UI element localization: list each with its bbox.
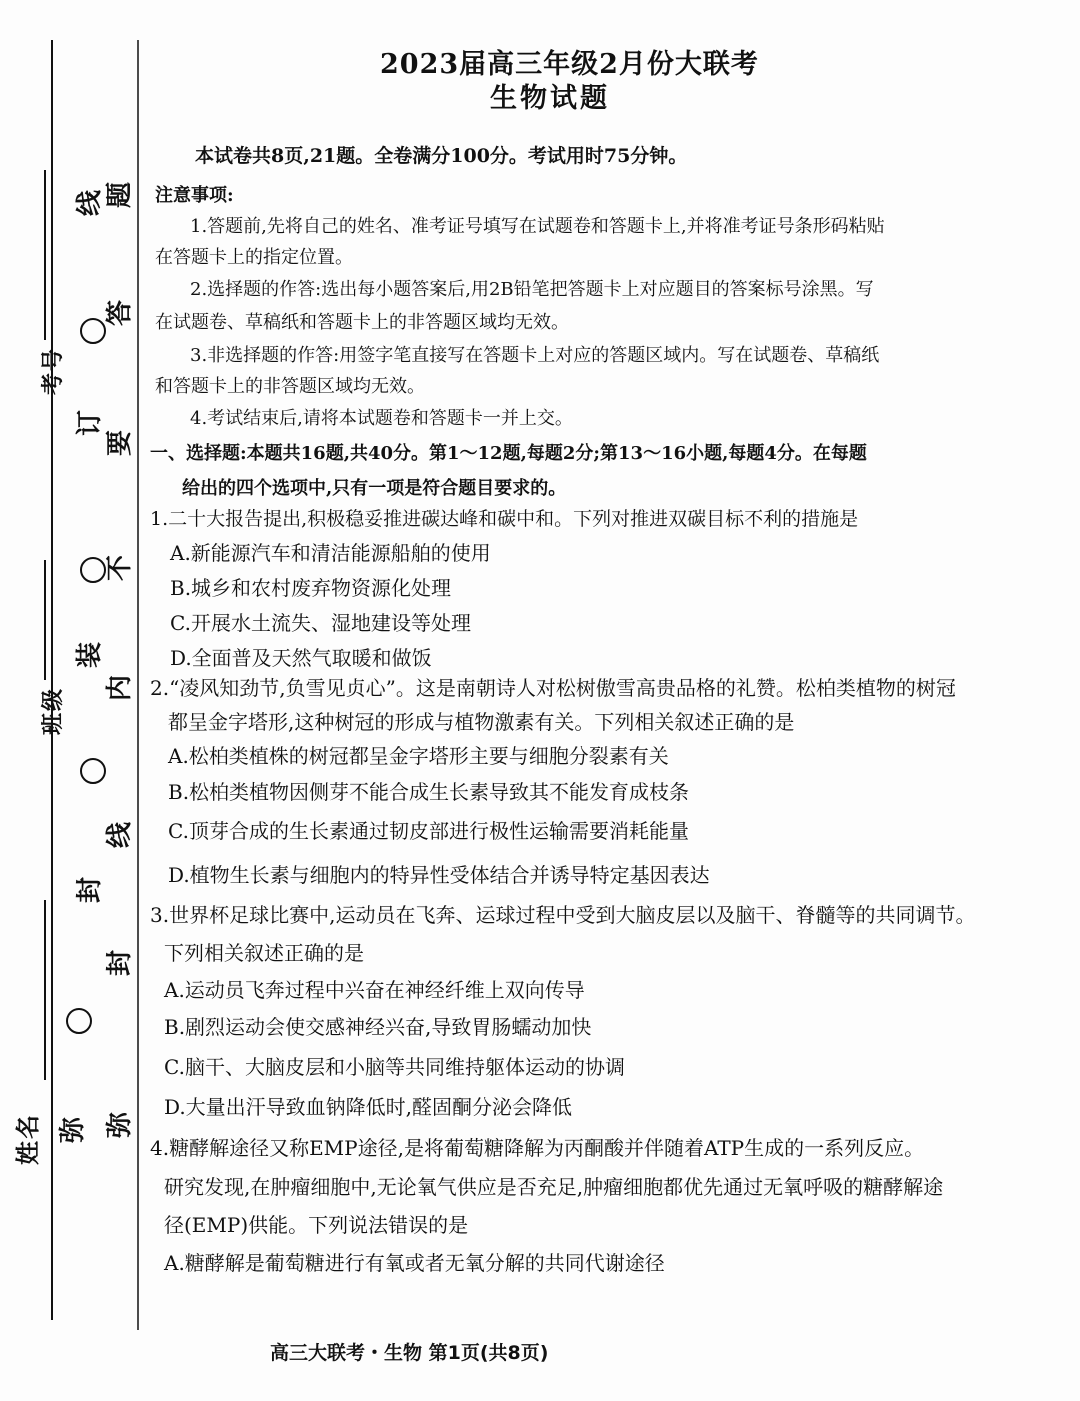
cut-line-char: 订: [75, 410, 105, 437]
question-option: C.顶芽合成的生长素通过韧皮部进行极性运输需要消耗能量: [168, 819, 689, 843]
question-stem: 2.“凌风知劲节,负雪见贞心”。这是南朝诗人对松树傲雪高贵品格的礼赞。松柏类植物的树冠: [150, 676, 956, 700]
question-option: C.脑干、大脑皮层和小脑等共同维持躯体运动的协调: [164, 1055, 625, 1079]
question-stem: 研究发现,在肿瘤细胞中,无论氧气供应是否充足,肿瘤细胞都优先通过无氧呼吸的糖酵解途: [164, 1175, 944, 1199]
warning-char: 题: [105, 182, 135, 209]
note-line: 在试题卷、草稿纸和答题卡上的非答题区域均无效。: [155, 312, 569, 333]
question-stem: 1.二十大报告提出,积极稳妥推进碳达峰和碳中和。下列对推进双碳目标不利的措施是: [150, 508, 859, 530]
note-line: 3.非选择题的作答:用签字笔直接写在答题卡上对应的答题区域内。写在试题卷、草稿纸: [190, 345, 880, 366]
warning-char: 要: [105, 430, 135, 457]
class-label: 班级: [41, 686, 66, 735]
note-line: 4.考试结束后,请将本试题卷和答题卡一并上交。: [190, 408, 573, 429]
question-option: B.剧烈运动会使交感神经兴奋,导致胃肠蠕动加快: [164, 1015, 592, 1039]
warning-char: 内: [105, 675, 135, 702]
warning-char: 不: [105, 555, 135, 582]
notes-heading: 注意事项:: [155, 185, 234, 206]
note-line: 在答题卡上的指定位置。: [155, 247, 353, 268]
question-option: B.城乡和农村废弃物资源化处理: [170, 576, 452, 600]
warning-char: 答: [105, 300, 135, 327]
cut-line-char: 封: [75, 877, 105, 904]
note-line: 1.答题前,先将自己的姓名、准考证号填写在试题卷和答题卡上,并将准考证号条形码粘贴: [190, 216, 885, 237]
binding-margin: [0, 0, 150, 1401]
exam-subject: 生物试题: [490, 83, 610, 114]
exam-number-label: 考号: [41, 346, 66, 395]
question-option: A.糖酵解是葡萄糖进行有氧或者无氧分解的共同代谢途径: [164, 1251, 665, 1275]
cut-line-char: 弥: [58, 1117, 88, 1144]
exam-title: 2023届高三年级2月份大联考: [380, 49, 759, 80]
question-stem: 下列相关叙述正确的是: [164, 941, 364, 965]
question-option: A.松柏类植株的树冠都呈金字塔形主要与细胞分裂素有关: [168, 744, 669, 768]
question-stem: 3.世界杯足球比赛中,运动员在飞奔、运球过程中受到大脑皮层以及脑干、脊髓等的共同调节。: [150, 903, 976, 927]
question-option: B.松柏类植物因侧芽不能合成生长素导致其不能发育成枝条: [168, 780, 690, 804]
cut-line-circle: [80, 557, 106, 583]
page-footer: 高三大联考・生物 第1页(共8页): [270, 1342, 549, 1364]
question-option: A.运动员飞奔过程中兴奋在神经纤维上双向传导: [164, 978, 585, 1002]
cut-line-circle: [80, 758, 106, 784]
section-heading: 给出的四个选项中,只有一项是符合题目要求的。: [182, 478, 567, 499]
cut-line-circle: [80, 318, 106, 344]
question-stem: 4.糖酵解途径又称EMP途径,是将葡萄糖降解为丙酮酸并伴随着ATP生成的一系列反应。: [150, 1136, 925, 1160]
exam-intro: 本试卷共8页,21题。全卷满分100分。考试用时75分钟。: [195, 145, 688, 167]
warning-char: 封: [105, 950, 135, 977]
warning-char: 弥: [105, 1112, 135, 1139]
name-label: 姓名: [14, 1113, 42, 1165]
question-option: A.新能源汽车和清洁能源船舶的使用: [170, 541, 491, 565]
question-option: D.大量出汗导致血钠降低时,醛固酮分泌会降低: [164, 1095, 573, 1119]
note-line: 和答题卡上的非答题区域均无效。: [155, 376, 425, 397]
question-option: C.开展水土流失、湿地建设等处理: [170, 611, 471, 635]
note-line: 2.选择题的作答:选出每小题答案后,用2B铅笔把答题卡上对应题目的答案标号涂黑。写: [190, 279, 874, 300]
question-option: D.植物生长素与细胞内的特异性受体结合并诱导特定基因表达: [168, 863, 710, 887]
question-stem: 径(EMP)供能。下列说法错误的是: [164, 1213, 469, 1237]
cut-line-circle: [66, 1008, 92, 1034]
warning-char: 线: [105, 822, 135, 849]
cut-line-char: 装: [75, 642, 105, 669]
question-stem: 都呈金字塔形,这种树冠的形成与植物激素有关。下列相关叙述正确的是: [168, 710, 795, 734]
cut-line-char: 线: [75, 190, 105, 217]
section-heading: 一、选择题:本题共16题,共40分。第1～12题,每题2分;第13～16小题,每题4分。在每题: [150, 443, 867, 464]
question-option: D.全面普及天然气取暖和做饭: [170, 646, 432, 670]
